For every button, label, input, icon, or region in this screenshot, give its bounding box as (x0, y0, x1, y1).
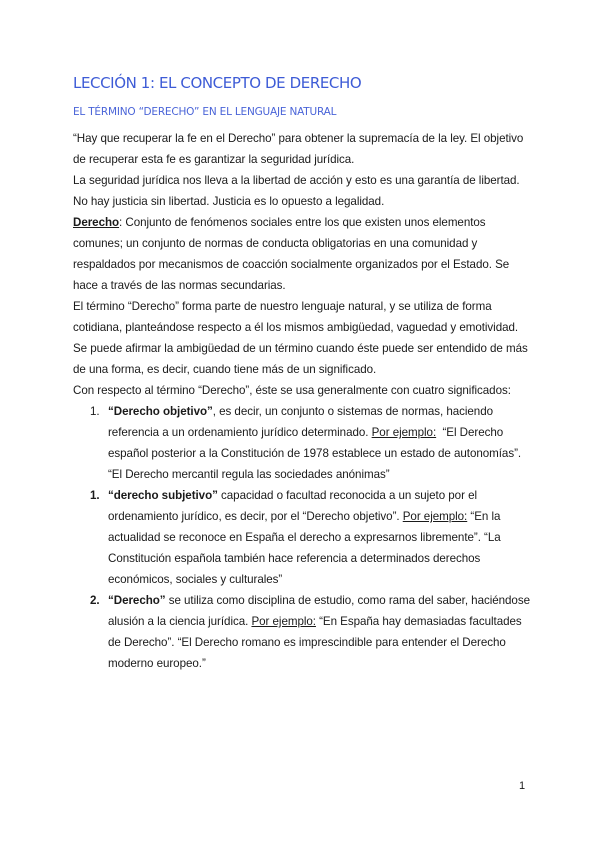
list-number: 2. (90, 594, 100, 607)
page-number: 1 (519, 780, 526, 792)
list-text: , es decir, un conjunto o sistemas de normas, haciendo referencia a un ordenamiento jurídico determinado. (108, 405, 493, 439)
paragraph-1: “Hay que recuperar la fe en el Derecho” para obtener la supremacía de la ley. El objetivo de recuperar esta fe es garantizar la seguridad jurídica. (73, 132, 524, 166)
example-text: “En la actualidad se reconoce en España el derecho a expresarnos libremente”. “La Constitución española también hace referencia a determinados derechos económicos, sociales y culturales” (108, 510, 501, 586)
definition-term: Derecho (73, 216, 120, 229)
list-item (73, 485, 533, 590)
list-item (73, 401, 533, 485)
meanings-list (73, 401, 533, 674)
list-item (73, 590, 533, 674)
paragraph-3-definition (73, 212, 533, 296)
example-label: Por ejemplo: (402, 510, 468, 523)
list-text: capacidad o facultad reconocida a un sujeto por el ordenamiento jurídico, es decir, por el “Derecho objetivo”. (108, 489, 477, 523)
list-number: 1. (90, 405, 100, 418)
list-term: “Derecho” (108, 594, 166, 607)
example-label: Por ejemplo: (251, 615, 316, 628)
lesson-title: LECCIÓN 1: EL CONCEPTO DE DERECHO (73, 74, 362, 92)
section-subtitle: EL TÉRMINO “DERECHO” EN EL LENGUAJE NATURAL (73, 106, 337, 118)
paragraph-6: Con respecto al término “Derecho”, éste se usa generalmente con cuatro significados: (73, 384, 511, 397)
list-term: “derecho subjetivo” (108, 489, 218, 502)
paragraph-4: El término “Derecho” forma parte de nuestro lenguaje natural, y se utiliza de forma cotidiana, planteándose respecto a él los mismos ambigüedad, vaguedad y emotividad. (73, 300, 519, 334)
list-term: “Derecho objetivo” (108, 405, 213, 418)
list-number: 1. (90, 489, 100, 502)
example-text: “El Derecho español posterior a la Constitución de 1978 establece un estado de autonomías”. “El Derecho mercantil regula las sociedades anónimas” (108, 426, 525, 481)
document-body (73, 128, 533, 674)
example-label: Por ejemplo: (371, 426, 437, 439)
paragraph-5: Se puede afirmar la ambigüedad de un término cuando éste puede ser entendido de más de una forma, es decir, cuando tiene más de un significado. (73, 342, 528, 376)
list-text: se utiliza como disciplina de estudio, como rama del saber, haciéndose alusión a la ciencia jurídica. (108, 594, 530, 628)
example-text: “En España hay demasiadas facultades de Derecho”. “El Derecho romano es imprescindible para entender el Derecho moderno europeo.” (108, 615, 522, 670)
definition-text: : Conjunto de fenómenos sociales entre los que existen unos elementos comunes; un conjunto de normas de conducta obligatorias en una comunidad y respaldados por mecanismos de coacción socialmente organizados por el Estado. Se hace a través de las normas secundarias. (73, 216, 510, 292)
paragraph-2: La seguridad jurídica nos lleva a la libertad de acción y esto es una garantía de libertad. No hay justicia sin libertad. Justicia es lo opuesto a legalidad. (73, 174, 520, 208)
